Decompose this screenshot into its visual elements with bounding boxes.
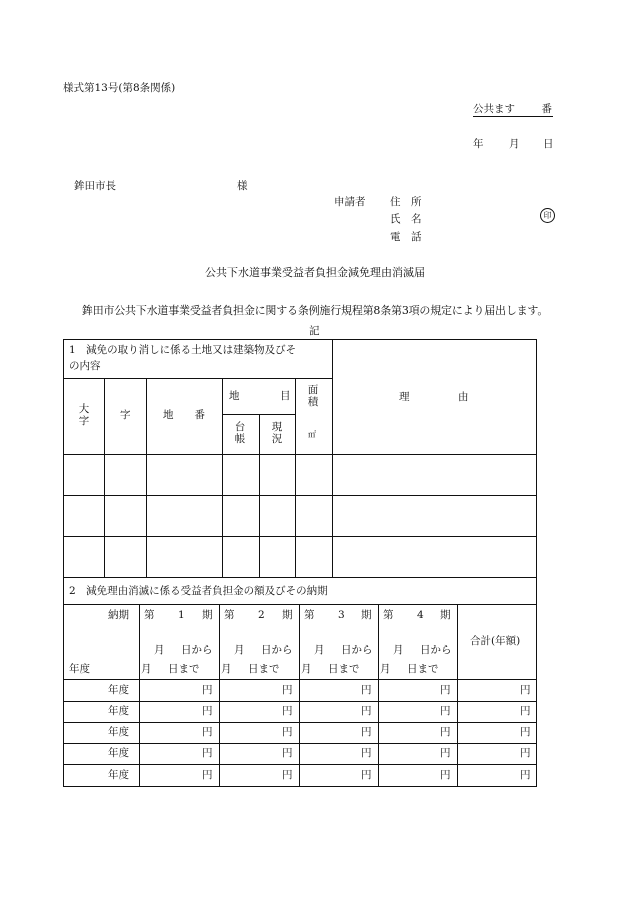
row-4-p4: 円 [440,747,451,759]
p2-to-month: 月 [221,663,232,675]
row-4-p1: 円 [202,747,213,759]
address-label: 住 所 [390,196,422,208]
row-2-p2: 円 [282,705,293,717]
p3-to-day: 日まで [328,663,360,675]
p2-from-month: 月 [234,644,245,656]
seal-mark: 印 [540,208,555,223]
date-year: 年 [473,138,484,150]
p4-to-day: 日まで [407,663,439,675]
period-1-num: 1 [178,609,185,621]
p2-to-day: 日まで [248,663,280,675]
row-2-p3: 円 [361,705,372,717]
total-label: 合計(年額) [470,635,521,647]
p4-from-day: 日から [420,644,452,656]
row-4-p2: 円 [282,747,293,759]
period-1-dai: 第 [144,609,155,621]
period-2-dai: 第 [224,609,235,621]
row-5-nendo: 年度 [108,769,129,781]
period-2-num: 2 [258,609,265,621]
row-4-total: 円 [520,747,531,759]
row-3-p3: 円 [361,726,372,738]
period-4-num: 4 [417,609,424,621]
addressee: 鉾田市長 [74,180,116,192]
col-genkyo-char1: 現 [271,421,283,433]
col-genkyo-char2: 況 [271,433,283,446]
p1-to-day: 日まで [168,663,200,675]
section-2-title: 2 減免理由消滅に係る受益者負担金の額及びその納期 [69,585,328,597]
period-4-ki: 期 [440,609,451,621]
row-3-nendo: 年度 [108,726,129,738]
col-chiban: 地 番 [163,409,205,421]
col-genkyo [271,421,283,445]
public-basin-label: 公共ます [473,103,515,115]
section-1-title: 1 減免の取り消しに係る土地又は建築物及びそ [69,344,297,356]
row-5-p4: 円 [440,769,451,781]
p3-from-day: 日から [341,644,373,656]
row-2-nendo: 年度 [108,705,129,717]
p3-from-month: 月 [314,644,325,656]
p1-from-month: 月 [154,644,165,656]
col-daicho [234,421,246,445]
col-daicho-char2: 帳 [234,433,246,446]
row-4-nendo: 年度 [108,747,129,759]
name-label: 氏 名 [390,213,422,225]
p2-from-day: 日から [261,644,293,656]
property-table [63,339,537,578]
charge-table [63,577,537,787]
col-oaza-char2: 字 [78,415,90,428]
col-riyu-b: 由 [458,391,469,403]
p1-from-day: 日から [181,644,213,656]
period-3-dai: 第 [304,609,315,621]
col-riyu-a: 理 [399,391,410,403]
row-5-p2: 円 [282,769,293,781]
p3-to-month: 月 [301,663,312,675]
col-chimoku-b: 目 [280,390,291,402]
col-oaza-char1: 大 [78,403,90,415]
row-5-total: 円 [520,769,531,781]
col-menseki-char2: 積 [307,396,319,409]
document-title: 公共下水道事業受益者負担金減免理由消滅届 [205,266,425,279]
row-1-p2: 円 [282,684,293,696]
period-4-dai: 第 [383,609,394,621]
row-2-total: 円 [520,705,531,717]
row-1-p4: 円 [440,684,451,696]
row-3-total: 円 [520,726,531,738]
row-1-total: 円 [520,684,531,696]
p4-from-month: 月 [393,644,404,656]
row-5-p3: 円 [361,769,372,781]
period-3-num: 3 [338,609,345,621]
row-3-p2: 円 [282,726,293,738]
row-2-p1: 円 [202,705,213,717]
label-nouki: 納期 [108,609,129,621]
col-oaza [78,403,90,427]
honorific: 様 [237,180,248,192]
row-1-p3: 円 [361,684,372,696]
date-month: 月 [509,138,520,150]
label-nendo: 年度 [69,663,90,675]
period-1-ki: 期 [202,609,213,621]
col-menseki [307,384,319,408]
p4-to-month: 月 [380,663,391,675]
date-field [473,138,553,152]
ki-label: 記 [309,325,320,337]
col-menseki-char1: 面 [307,384,319,396]
col-aza: 字 [120,409,131,421]
body-text: 鉾田市公共下水道事業受益者負担金に関する条例施行規程第8条第3項の規定により届出します。 [81,304,549,317]
phone-label: 電 話 [390,231,422,243]
col-daicho-char1: 台 [234,421,246,433]
row-2-p4: 円 [440,705,451,717]
form-number: 様式第13号(第8条関係) [63,82,176,94]
row-3-p1: 円 [202,726,213,738]
p1-to-month: 月 [141,663,152,675]
period-2-ki: 期 [282,609,293,621]
row-4-p3: 円 [361,747,372,759]
applicant-label: 申請者 [334,196,366,208]
period-3-ki: 期 [361,609,372,621]
date-day: 日 [543,138,554,150]
row-1-p1: 円 [202,684,213,696]
row-3-p4: 円 [440,726,451,738]
row-5-p1: 円 [202,769,213,781]
number-suffix: 番 [541,103,552,115]
section-1-title-cont: の内容 [69,360,101,372]
row-1-nendo: 年度 [108,684,129,696]
public-basin-number-field [473,103,553,117]
col-chimoku-a: 地 [229,390,240,402]
area-unit: ㎡ [308,430,316,439]
